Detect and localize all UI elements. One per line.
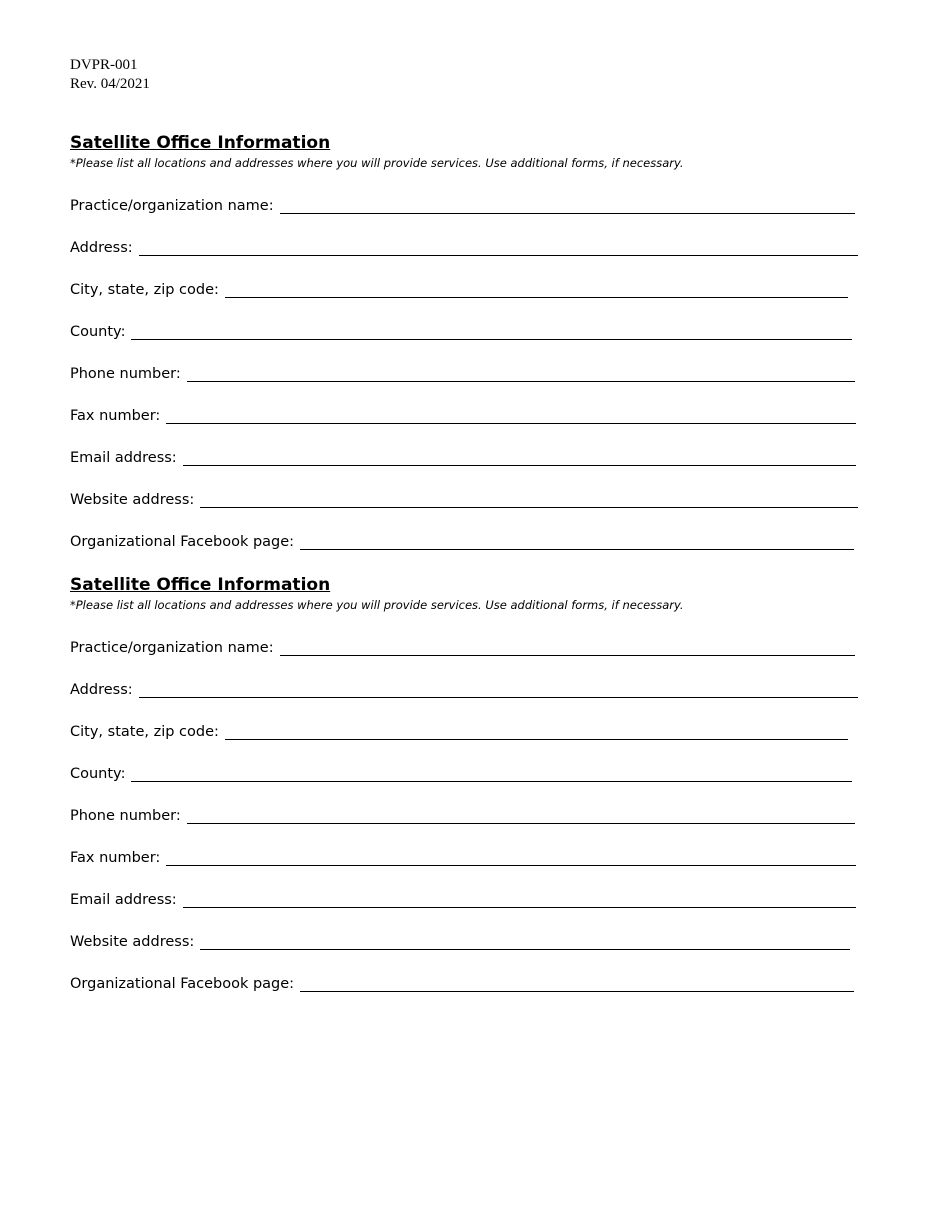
field-label: Email address: (70, 450, 177, 466)
field-label: Address: (70, 682, 133, 698)
field-email[interactable] (70, 446, 856, 466)
phone-input-line[interactable] (187, 364, 855, 382)
section-note: *Please list all locations and addresses where you will provide services. Use additional forms, if necessary. (70, 156, 684, 170)
field-facebook[interactable] (70, 972, 854, 992)
practice-name-input-line[interactable] (280, 638, 855, 656)
field-label: Fax number: (70, 850, 161, 866)
address-input-line[interactable] (139, 680, 858, 698)
field-label: Practice/organization name: (70, 640, 274, 656)
field-fax[interactable] (70, 404, 856, 424)
facebook-input-line[interactable] (300, 974, 854, 992)
field-label: Phone number: (70, 808, 181, 824)
field-practice-name[interactable] (70, 194, 855, 214)
field-label: Organizational Facebook page: (70, 534, 295, 550)
practice-name-input-line[interactable] (280, 196, 855, 214)
field-city-state-zip[interactable] (70, 278, 848, 298)
field-label: City, state, zip code: (70, 282, 219, 298)
facebook-input-line[interactable] (300, 532, 854, 550)
field-email[interactable] (70, 888, 856, 908)
field-label: Address: (70, 240, 133, 256)
fax-input-line[interactable] (166, 848, 856, 866)
satellite-office-section-2 (70, 575, 860, 612)
field-fax[interactable] (70, 846, 856, 866)
field-label: Practice/organization name: (70, 198, 274, 214)
field-practice-name[interactable] (70, 636, 855, 656)
field-label: County: (70, 324, 126, 340)
city-state-zip-input-line[interactable] (225, 280, 848, 298)
field-label: Email address: (70, 892, 177, 908)
field-facebook[interactable] (70, 530, 854, 550)
field-address[interactable] (70, 236, 858, 256)
field-website[interactable] (70, 930, 850, 950)
form-header (70, 56, 150, 94)
website-input-line[interactable] (200, 932, 850, 950)
county-input-line[interactable] (131, 322, 852, 340)
city-state-zip-input-line[interactable] (225, 722, 848, 740)
satellite-office-section-1 (70, 133, 860, 170)
field-label: Phone number: (70, 366, 181, 382)
field-phone[interactable] (70, 804, 855, 824)
field-label: Website address: (70, 492, 195, 508)
field-city-state-zip[interactable] (70, 720, 848, 740)
field-label: County: (70, 766, 126, 782)
section-note: *Please list all locations and addresses where you will provide services. Use additional forms, if necessary. (70, 598, 684, 612)
form-revision: Rev. 04/2021 (70, 76, 150, 92)
address-input-line[interactable] (139, 238, 858, 256)
field-phone[interactable] (70, 362, 855, 382)
fax-input-line[interactable] (166, 406, 856, 424)
field-label: Website address: (70, 934, 195, 950)
county-input-line[interactable] (131, 764, 852, 782)
field-county[interactable] (70, 320, 852, 340)
field-address[interactable] (70, 678, 858, 698)
email-input-line[interactable] (183, 448, 856, 466)
field-label: Fax number: (70, 408, 161, 424)
field-website[interactable] (70, 488, 858, 508)
phone-input-line[interactable] (187, 806, 855, 824)
form-id: DVPR-001 (70, 57, 138, 73)
website-input-line[interactable] (200, 490, 858, 508)
field-label: City, state, zip code: (70, 724, 219, 740)
email-input-line[interactable] (183, 890, 856, 908)
section-title: Satellite Office Information (70, 133, 331, 153)
section-title: Satellite Office Information (70, 575, 331, 595)
field-county[interactable] (70, 762, 852, 782)
field-label: Organizational Facebook page: (70, 976, 295, 992)
